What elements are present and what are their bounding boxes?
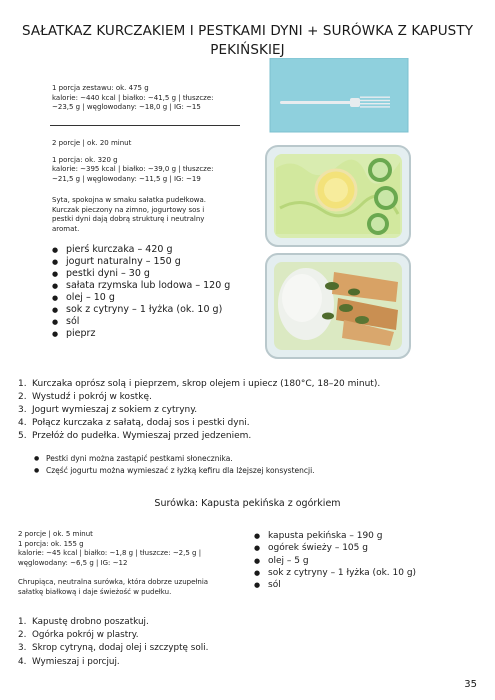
slaw-portions-line: 2 porcje | ok. 5 minut (18, 530, 93, 538)
step-number: 3. (18, 643, 27, 654)
list-item: ● Część jogurtu można wymieszać z łyżką kefiru dla lżejszej konsystencji. (32, 465, 472, 477)
list-item: ● pierś kurczaka – 420 g (52, 244, 252, 256)
salad-nutrition-line-1: kalorie: ~395 kcal | białko: ~39,0 g | tłuszcze: (52, 165, 214, 173)
slaw-steps-list (18, 616, 458, 669)
salad-container-bottom (266, 254, 410, 358)
list-item (18, 616, 458, 629)
list-item: ● pestki dyni – 30 g (52, 268, 252, 280)
salad-description (52, 196, 252, 234)
desc-line: Kurczak pieczony na zimno, jogurtowy sos i (52, 205, 205, 214)
step-number: 5. (18, 431, 27, 441)
title-line-2: PEKIŃSKIEJ (210, 42, 285, 58)
salad-portions-line: 2 porcje | ok. 20 minut (52, 139, 132, 147)
step-text: Kapustę drobno poszatkuj. (32, 617, 149, 627)
step-number: 1. (18, 379, 27, 389)
list-item (18, 629, 458, 642)
desc-line: pestki dyni dają dobrą strukturę i neutralny (52, 215, 205, 223)
set-portion-line: 1 porcja zestawu: ok. 475 g (52, 84, 149, 92)
set-nutrition-line-1: kalorie: ~440 kcal | białko: ~41,5 g | tłuszcze: (52, 93, 214, 102)
salad-nutrition-info (52, 139, 252, 184)
list-item: ● sól (52, 316, 252, 328)
set-nutrition-line-2: ~23,5 g | węglowodany: ~18,0 g | IG: ~15 (52, 103, 201, 111)
list-item (18, 391, 478, 404)
desc-line: aromat. (52, 224, 80, 233)
list-item: ● sok z cytryny – 1 łyżka (ok. 10 g) (254, 567, 474, 579)
page-number: 35 (464, 679, 477, 690)
napkin (270, 58, 408, 132)
step-number: 1. (18, 617, 27, 627)
list-item (18, 417, 478, 430)
salad-portion-weight: 1 porcja: ok. 320 g (52, 155, 118, 164)
list-item: ● Pestki dyni można zastąpić pestkami słonecznika. (32, 453, 472, 465)
list-item (18, 404, 478, 417)
tips-list (32, 453, 472, 477)
step-text: Skrop cytryną, dodaj olej i szczyptę soli. (32, 643, 209, 654)
desc-line: Chrupiąca, neutralna surówka, która dobrze uzupełnia (18, 578, 209, 586)
slaw-description (18, 578, 258, 597)
section-subtitle: Surówka: Kapusta pekińska z ogórkiem (154, 498, 341, 509)
step-number: 4. (18, 656, 27, 667)
list-item (18, 656, 458, 669)
step-text: Wystudź i pokrój w kostkę. (32, 392, 152, 402)
slaw-portion-weight: 1 porcja: ok. 155 g (18, 539, 84, 548)
salad-nutrition-line-2: ~21,5 g | węglowodany: ~11,5 g | IG: ~19 (52, 174, 201, 183)
slaw-nutrition-line-1: kalorie: ~45 kcal | białko: ~1,8 g | tłuszcze: ~2,5 g | (18, 549, 202, 557)
list-item: ● sól (254, 579, 474, 591)
step-number: 3. (18, 405, 27, 415)
step-text: Przełóż do pudełka. Wymieszaj przed jedzeniem. (32, 431, 252, 441)
page-title (0, 22, 495, 60)
slaw-nutrition-info (18, 530, 248, 568)
title-line-1: SAŁATKAZ KURCZAKIEM I PESTKAMI DYNI + SURÓWKA Z KAPUSTY (21, 23, 474, 39)
list-item (18, 378, 478, 391)
step-text: Jogurt wymieszaj z sokiem z cytryny. (32, 405, 198, 415)
desc-line: sałatkę białkową i daje świeżość w pudełku. (18, 587, 172, 596)
desc-line: Syta, spokojna w smaku sałatka pudełkowa. (52, 196, 206, 204)
list-item: ● jogurt naturalny – 150 g (52, 256, 252, 268)
step-number: 4. (18, 418, 27, 428)
salad-ingredients-list (52, 244, 252, 340)
list-item (18, 642, 458, 655)
slaw-nutrition-line-2: węglowodany: ~6,5 g | IG: ~12 (18, 558, 128, 567)
list-item (18, 430, 478, 443)
step-text: Wymieszaj i porcjuj. (32, 656, 120, 667)
step-number: 2. (18, 392, 27, 402)
step-text: Ogórka pokrój w plastry. (32, 630, 139, 641)
slaw-ingredients-list (254, 530, 474, 591)
step-text: Kurczaka oprósz solą i pieprzem, skrop olejem i upiecz (180°C, 18–20 minut). (32, 379, 381, 389)
set-nutrition-info (52, 84, 252, 113)
list-item: ● kapusta pekińska – 190 g (254, 530, 474, 542)
list-item: ● ogórek świeży – 105 g (254, 542, 474, 554)
step-number: 2. (18, 630, 27, 641)
salad-steps-list (18, 378, 478, 443)
list-item: ● olej – 5 g (254, 555, 474, 567)
step-text: Połącz kurczaka z sałatą, dodaj sos i pestki dyni. (32, 418, 250, 428)
list-item: ● pieprz (52, 328, 252, 340)
salad-container-top (266, 146, 410, 246)
divider (50, 125, 240, 126)
list-item: ● sałata rzymska lub lodowa – 120 g (52, 280, 252, 292)
list-item: ● olej – 10 g (52, 292, 252, 304)
food-photo (262, 58, 414, 360)
list-item: ● sok z cytryny – 1 łyżka (ok. 10 g) (52, 304, 252, 316)
